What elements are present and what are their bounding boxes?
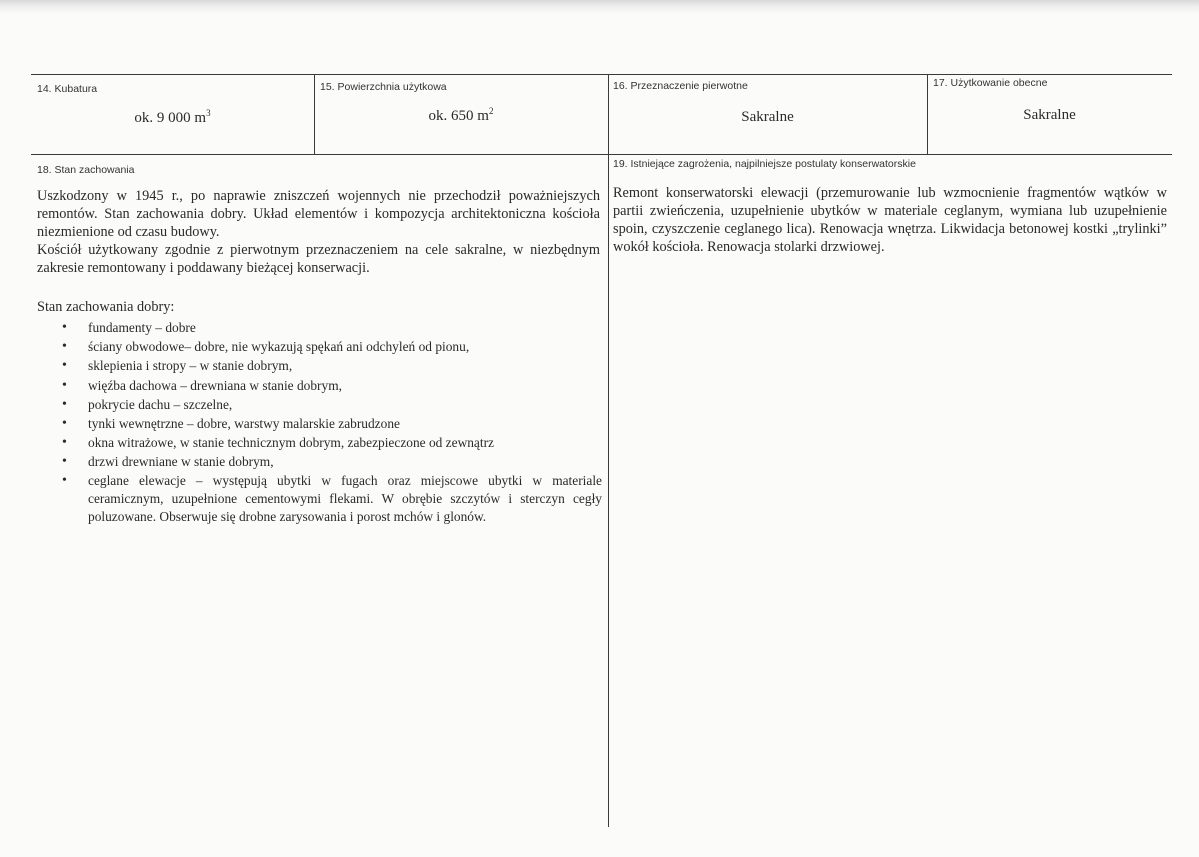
stan-zachowania-subheading: Stan zachowania dobry: — [37, 299, 175, 315]
powierzchnia-value — [314, 106, 608, 125]
list-item: • ceglane elewacje – występują ubytki w fugach oraz miejscowe ubytki w materiale ceramicznym, uzupełnione cementowymi flekami. W obrębie szczytów i sterczyn cegły poluzowane. Obserwuje się drobne zarysowania i porost mchów i glonów. — [62, 472, 602, 526]
stan-zachowania-paragraph-1: Uszkodzony w 1945 r., po naprawie zniszczeń wojennych nie przechodził poważniejszych remontów. Stan zachowania dobry. Układ elementów i kompozycja architektoniczna kościoła niezmienione od czasu budowy. — [37, 188, 600, 240]
stan-zachowania-text — [37, 187, 600, 277]
powierzchnia-exponent: 2 — [488, 106, 494, 116]
list-item: • fundamenty – dobre — [62, 318, 602, 337]
powierzchnia-label: 15. Powierzchnia użytkowa — [320, 81, 447, 93]
list-item: • więźba dachowa – drewniana w stanie dobrym, — [62, 376, 602, 395]
przeznaczenie-label: 16. Przeznaczenie pierwotne — [613, 80, 748, 92]
table-top-rule — [31, 74, 1172, 75]
stan-zachowania-paragraph-2: Kościół użytkowany zgodnie z pierwotnym przeznaczeniem na cele sakralne, w niezbędnym zakresie remontowany i poddawany bieżącej konserwacji. — [37, 242, 600, 276]
list-item: • pokrycie dachu – szczelne, — [62, 395, 602, 414]
kubatura-exponent: 3 — [206, 108, 211, 118]
list-item: • tynki wewnętrzne – dobre, warstwy malarskie zabrudzone — [62, 414, 602, 433]
list-item: • drzwi drewniane w stanie dobrym, — [62, 452, 602, 471]
powierzchnia-number: ok. 650 m — [428, 108, 489, 124]
divider-main — [608, 75, 609, 827]
stan-zachowania-label: 18. Stan zachowania — [37, 164, 135, 176]
przeznaczenie-value: Sakralne — [741, 109, 794, 125]
zagrozenia-paragraph: Remont konserwatorski elewacji (przemurowanie lub wzmocnienie fragmentów wątków w partii zwieńczenia, uzupełnienie ubytków w materiale ceglanym, wymiana lub uzupełnienie spoin, czyszczenie ceglanego lica). Renowacja wnętrza. Likwidacja betonowej kostki „trylinki” wokół kościoła. Renowacja stolarki drzwiowej. — [613, 185, 1167, 255]
scan-edge-shadow — [0, 0, 1199, 14]
uzytkowanie-value: Sakralne — [1023, 107, 1076, 123]
zagrozenia-text — [613, 184, 1167, 256]
row1-bottom-rule — [31, 154, 1172, 155]
stan-zachowania-list — [62, 318, 602, 526]
zagrozenia-label: 19. Istniejące zagrożenia, najpilniejsze postulaty konserwatorskie — [613, 158, 916, 170]
kubatura-value — [31, 108, 314, 127]
list-item: • ściany obwodowe– dobre, nie wykazują spękań ani odchyleń od pionu, — [62, 337, 602, 356]
kubatura-number: ok. 9 000 m — [134, 110, 207, 126]
uzytkowanie-label: 17. Użytkowanie obecne — [933, 77, 1048, 89]
kubatura-label: 14. Kubatura — [37, 83, 98, 95]
list-item: • sklepienia i stropy – w stanie dobrym, — [62, 356, 602, 375]
list-item: • okna witrażowe, w stanie technicznym dobrym, zabezpieczone od zewnątrz — [62, 433, 602, 452]
